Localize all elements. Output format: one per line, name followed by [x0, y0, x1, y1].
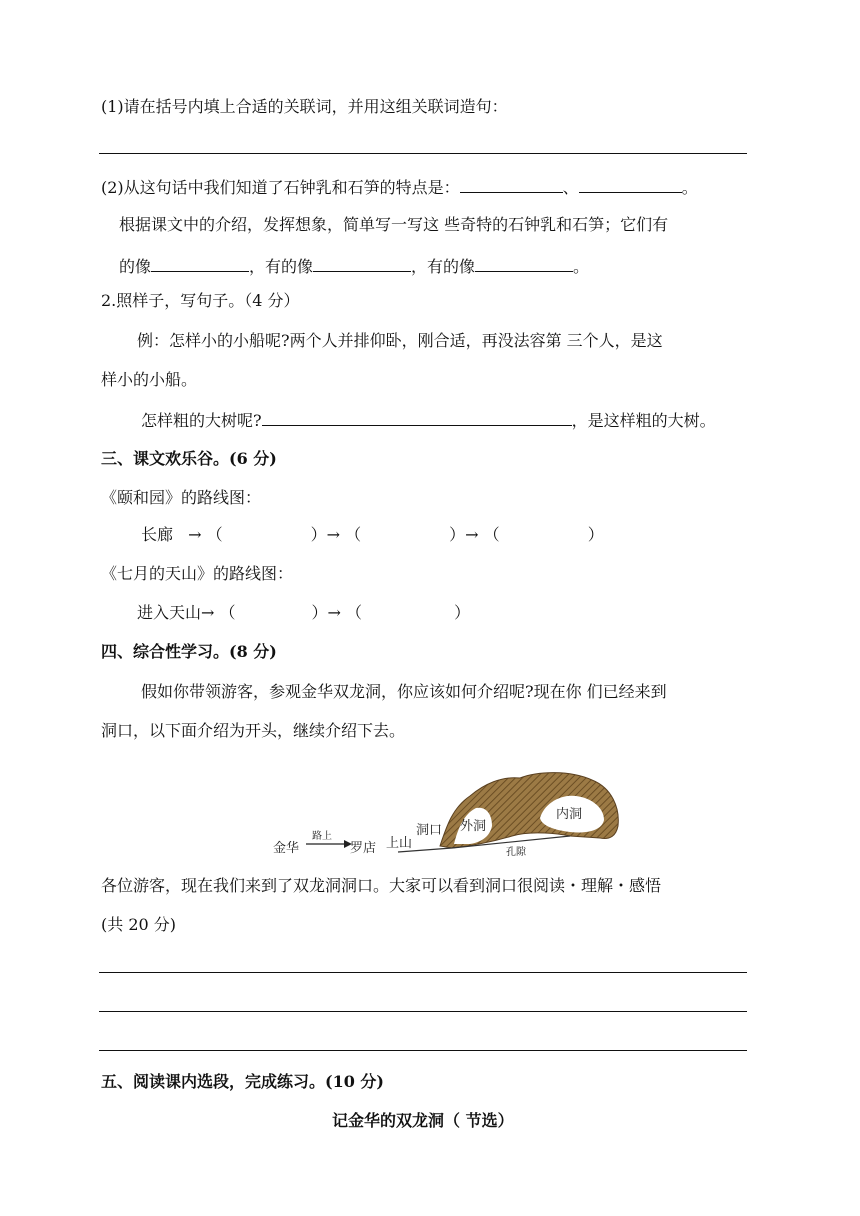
section5-heading: 五、阅读课内选段，完成练习。(10 分): [101, 1072, 384, 1091]
section4-answer-line1: 各位游客，现在我们来到了双龙洞洞口。大家可以看到洞口很阅读・理解・感悟: [101, 876, 662, 895]
q1-sub2-blank-4[interactable]: [313, 255, 411, 272]
open-paren: （: [206, 525, 223, 544]
q1-sub1-answer-line[interactable]: [99, 153, 747, 154]
label-neidong: 内洞: [556, 807, 583, 822]
q1-sub2-line3: [119, 255, 589, 278]
section3-heading: 三、课文欢乐谷。(6 分): [101, 449, 277, 468]
section4-heading: 四、综合性学习。(8 分): [101, 642, 277, 661]
q1-sub2-blank-3[interactable]: [151, 255, 249, 272]
label-jinhua: 金华: [273, 841, 300, 856]
arrow: →: [327, 603, 341, 622]
route1-start: 长廊: [141, 525, 174, 544]
passage-title: 记金华的双龙洞（ 节选）: [332, 1111, 514, 1130]
section4-answer-line-b[interactable]: [99, 1011, 747, 1012]
q1-sub2-sep: 、: [562, 178, 579, 197]
q1-sub2-blank-5[interactable]: [475, 255, 573, 272]
q1-sub2-line1: [101, 176, 698, 199]
arrow: →: [465, 525, 479, 544]
close-paren: ）: [310, 525, 327, 544]
open-paren: （: [219, 603, 236, 622]
label-shangshan: 上山: [386, 836, 413, 851]
q2-task-blank[interactable]: [262, 409, 572, 426]
open-paren: （: [483, 525, 500, 544]
q2-task-prefix: 怎样粗的大树呢?: [141, 411, 262, 430]
section4-para-line1: 假如你带领游客，参观金华双龙洞，你应该如何介绍呢?现在你 们已经来到: [141, 682, 667, 701]
close-paren: ）: [587, 525, 604, 544]
open-paren: （: [345, 525, 362, 544]
close-paren: ）: [449, 525, 466, 544]
q1-sub2-blank-2[interactable]: [579, 176, 682, 193]
q2-example-line2: 样小的小船。: [101, 370, 198, 389]
route2-title: 《七月的天山》的路线图：: [101, 564, 294, 583]
shuanglong-cave-diagram: [270, 768, 630, 860]
q1-sub1-prompt: (1)请在括号内填上合适的关联词，并用这组关联词造句：: [101, 97, 508, 116]
arrow: →: [201, 603, 215, 622]
q1-sub2-blank-1[interactable]: [460, 176, 563, 193]
label-waidong: 外洞: [460, 819, 487, 834]
section4-para-line2: 洞口，以下面介绍为开头，继续介绍下去。: [101, 721, 406, 740]
q2-task: [141, 409, 716, 432]
label-kongxi: 孔隙: [506, 847, 526, 858]
q1-sub2-line3-end: 。: [573, 257, 590, 276]
q1-sub2-line3-c: ，有的像: [411, 257, 476, 276]
q1-sub2-line3-b: ，有的像: [249, 257, 314, 276]
route1-title: 《颐和园》的路线图：: [101, 488, 262, 507]
label-lushang: 路上: [312, 831, 332, 842]
q2-heading: 2.照样子，写句子。（4 分）: [101, 291, 300, 310]
q2-example-line1: 例：怎样小的小船呢?两个人并排仰卧，刚合适，再没法容第 三个人，是这: [137, 331, 663, 350]
section4-answer-line-c[interactable]: [99, 1050, 747, 1051]
q1-sub2-line3-a: 的像: [119, 257, 152, 276]
q1-sub2-line2: 根据课文中的介绍，发挥想象，简单写一写这 些奇特的石钟乳和石笋；它们有: [119, 215, 669, 234]
route2-row: [137, 602, 470, 624]
arrow: →: [188, 525, 202, 544]
q1-sub2-prompt: (2)从这句话中我们知道了石钟乳和石笋的特点是：: [101, 178, 460, 197]
label-luodian: 罗店: [350, 841, 377, 856]
section4-answer-line2: (共 20 分): [101, 915, 177, 934]
close-paren: ）: [311, 603, 328, 622]
section4-answer-line-a[interactable]: [99, 972, 747, 973]
open-paren: （: [346, 603, 363, 622]
close-paren: ）: [454, 603, 471, 622]
arrow: →: [326, 525, 341, 544]
route2-start: 进入天山: [137, 603, 202, 622]
route1-row: [141, 524, 604, 546]
q2-task-suffix: ，是这样粗的大树。: [571, 411, 716, 430]
label-dongkou: 洞口: [416, 823, 443, 838]
q1-sub2-end: 。: [681, 178, 698, 197]
